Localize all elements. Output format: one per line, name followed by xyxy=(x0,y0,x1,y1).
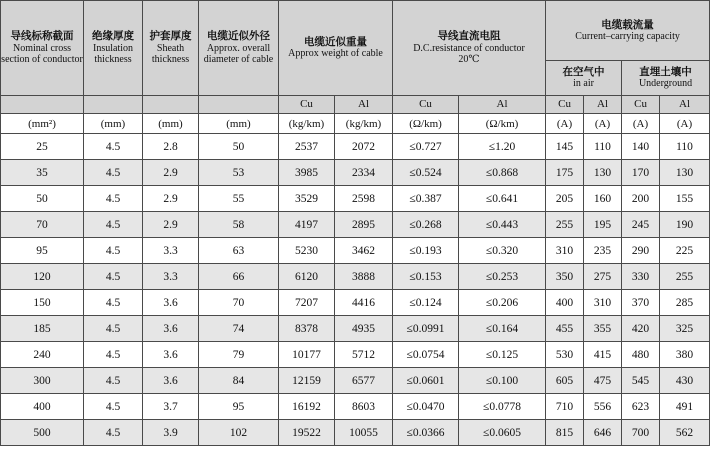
table-cell: 4.5 xyxy=(84,160,143,186)
table-cell: ≤0.253 xyxy=(459,264,546,290)
table-cell: 4.5 xyxy=(84,238,143,264)
table-cell: 700 xyxy=(622,420,660,446)
table-cell: 2895 xyxy=(335,212,393,238)
table-cell: 300 xyxy=(1,368,84,394)
table-cell: 6577 xyxy=(335,368,393,394)
table-cell: 530 xyxy=(546,342,584,368)
table-cell: 545 xyxy=(622,368,660,394)
table-cell: 475 xyxy=(584,368,622,394)
unit-cell: (Ω/km) xyxy=(393,114,459,134)
table-cell: 2072 xyxy=(335,134,393,160)
table-cell: 3.3 xyxy=(143,238,199,264)
table-cell: 175 xyxy=(546,160,584,186)
table-cell: 145 xyxy=(546,134,584,160)
table-cell: 4.5 xyxy=(84,342,143,368)
header-sheath-thickness: 护套厚度 Sheath thickness xyxy=(143,1,199,96)
table-row xyxy=(1,186,710,212)
table-row xyxy=(1,160,710,186)
header-in-air: 在空气中 in air xyxy=(546,61,622,96)
table-cell: 4.5 xyxy=(84,264,143,290)
table-row xyxy=(1,316,710,342)
table-cell: 3462 xyxy=(335,238,393,264)
table-cell: 2334 xyxy=(335,160,393,186)
table-cell: 556 xyxy=(584,394,622,420)
table-cell: 225 xyxy=(660,238,710,264)
table-cell: 3985 xyxy=(279,160,335,186)
table-cell: ≤0.0778 xyxy=(459,394,546,420)
table-cell: 6120 xyxy=(279,264,335,290)
table-cell: 325 xyxy=(660,316,710,342)
table-cell: 4197 xyxy=(279,212,335,238)
table-cell: 10177 xyxy=(279,342,335,368)
table-cell: 160 xyxy=(584,186,622,212)
table-cell: 120 xyxy=(1,264,84,290)
table-cell: 2.9 xyxy=(143,160,199,186)
table-cell: 275 xyxy=(584,264,622,290)
table-cell: 3.6 xyxy=(143,342,199,368)
table-cell: 63 xyxy=(199,238,279,264)
table-cell: 562 xyxy=(660,420,710,446)
table-cell: 710 xyxy=(546,394,584,420)
unit-cell: (A) xyxy=(584,114,622,134)
table-cell: 7207 xyxy=(279,290,335,316)
table-row xyxy=(1,394,710,420)
table-cell: 623 xyxy=(622,394,660,420)
table-cell: 255 xyxy=(660,264,710,290)
table-cell: 380 xyxy=(660,342,710,368)
table-cell: 255 xyxy=(546,212,584,238)
table-cell: 240 xyxy=(1,342,84,368)
table-cell: 140 xyxy=(622,134,660,160)
header-overall-diameter: 电缆近似外径 Approx. overall diameter of cable xyxy=(199,1,279,96)
table-cell: 70 xyxy=(1,212,84,238)
unit-cell: (mm²) xyxy=(1,114,84,134)
table-cell: 35 xyxy=(1,160,84,186)
unit-cell: (kg/km) xyxy=(335,114,393,134)
table-cell: 16192 xyxy=(279,394,335,420)
table-cell: 130 xyxy=(584,160,622,186)
table-cell: 95 xyxy=(199,394,279,420)
table-cell: 285 xyxy=(660,290,710,316)
table-cell: 55 xyxy=(199,186,279,212)
table-row xyxy=(1,420,710,446)
table-cell: 491 xyxy=(660,394,710,420)
table-row xyxy=(1,290,710,316)
table-cell: 310 xyxy=(546,238,584,264)
table-cell: ≤0.0605 xyxy=(459,420,546,446)
table-cell: ≤0.387 xyxy=(393,186,459,212)
table-cell: 4.5 xyxy=(84,186,143,212)
table-cell: 2.8 xyxy=(143,134,199,160)
table-cell: ≤1.20 xyxy=(459,134,546,160)
table-cell: 420 xyxy=(622,316,660,342)
table-cell: 400 xyxy=(546,290,584,316)
table-cell: 4416 xyxy=(335,290,393,316)
header-air-al: Al xyxy=(584,96,622,114)
header-weight-cu: Cu xyxy=(279,96,335,114)
table-row xyxy=(1,368,710,394)
table-cell: 4.5 xyxy=(84,316,143,342)
table-cell: 235 xyxy=(584,238,622,264)
table-cell: 2598 xyxy=(335,186,393,212)
table-cell: 245 xyxy=(622,212,660,238)
table-cell: 3.3 xyxy=(143,264,199,290)
table-cell: 74 xyxy=(199,316,279,342)
header-current-capacity: 电缆载流量 Current–carrying capacity xyxy=(546,1,710,61)
table-cell: 12159 xyxy=(279,368,335,394)
header-approx-weight: 电缆近似重量 Approx weight of cable xyxy=(279,1,393,96)
table-cell: ≤0.0470 xyxy=(393,394,459,420)
table-cell: 2537 xyxy=(279,134,335,160)
table-cell: 4.5 xyxy=(84,420,143,446)
table-cell: 4.5 xyxy=(84,212,143,238)
table-cell: ≤0.124 xyxy=(393,290,459,316)
table-cell: 66 xyxy=(199,264,279,290)
table-row xyxy=(1,212,710,238)
table-cell: 400 xyxy=(1,394,84,420)
table-cell: ≤0.268 xyxy=(393,212,459,238)
table-cell: 3.6 xyxy=(143,316,199,342)
placeholder-cell xyxy=(1,96,84,114)
header-cross-section: 导线标称截面 Nominal cross section of conductor xyxy=(1,1,84,96)
table-cell: 84 xyxy=(199,368,279,394)
table-cell: 290 xyxy=(622,238,660,264)
data-rows xyxy=(1,134,710,446)
table-row xyxy=(1,264,710,290)
table-cell: ≤0.206 xyxy=(459,290,546,316)
table-row xyxy=(1,134,710,160)
unit-cell: (mm) xyxy=(143,114,199,134)
unit-cell: (A) xyxy=(660,114,710,134)
table-cell: 8378 xyxy=(279,316,335,342)
table-cell: 455 xyxy=(546,316,584,342)
table-cell: ≤0.0754 xyxy=(393,342,459,368)
header-resistance-cu: Cu xyxy=(393,96,459,114)
table-cell: ≤0.0366 xyxy=(393,420,459,446)
header-air-cu: Cu xyxy=(546,96,584,114)
table-cell: 19522 xyxy=(279,420,335,446)
table-cell: ≤0.153 xyxy=(393,264,459,290)
table-row xyxy=(1,238,710,264)
table-cell: 102 xyxy=(199,420,279,446)
table-cell: 170 xyxy=(622,160,660,186)
units-row xyxy=(1,114,710,134)
table-cell: 370 xyxy=(622,290,660,316)
table-cell: 25 xyxy=(1,134,84,160)
table-cell: 415 xyxy=(584,342,622,368)
table-cell: 4.5 xyxy=(84,134,143,160)
table-cell: 2.9 xyxy=(143,212,199,238)
table-cell: 3.7 xyxy=(143,394,199,420)
table-cell: ≤0.193 xyxy=(393,238,459,264)
table-cell: 53 xyxy=(199,160,279,186)
table-cell: 50 xyxy=(199,134,279,160)
table-cell: 50 xyxy=(1,186,84,212)
table-cell: 150 xyxy=(1,290,84,316)
table-cell: 70 xyxy=(199,290,279,316)
table-cell: ≤0.164 xyxy=(459,316,546,342)
table-cell: 605 xyxy=(546,368,584,394)
header-underground: 直埋土壤中 Underground xyxy=(622,61,710,96)
table-cell: 110 xyxy=(660,134,710,160)
table-cell: ≤0.727 xyxy=(393,134,459,160)
table-cell: 205 xyxy=(546,186,584,212)
table-row xyxy=(1,342,710,368)
table-cell: 190 xyxy=(660,212,710,238)
placeholder-cell xyxy=(143,96,199,114)
header-underground-al: Al xyxy=(660,96,710,114)
header-underground-cu: Cu xyxy=(622,96,660,114)
table-cell: ≤0.524 xyxy=(393,160,459,186)
table-cell: 3.9 xyxy=(143,420,199,446)
unit-cell: (Ω/km) xyxy=(459,114,546,134)
table-cell: 185 xyxy=(1,316,84,342)
table-cell: 3.6 xyxy=(143,290,199,316)
table-cell: 4.5 xyxy=(84,368,143,394)
unit-cell: (mm) xyxy=(84,114,143,134)
placeholder-cell xyxy=(84,96,143,114)
table-cell: 10055 xyxy=(335,420,393,446)
table-cell: ≤0.0991 xyxy=(393,316,459,342)
unit-cell: (A) xyxy=(546,114,584,134)
table-cell: ≤0.443 xyxy=(459,212,546,238)
table-cell: 110 xyxy=(584,134,622,160)
table-cell: 500 xyxy=(1,420,84,446)
unit-cell: (mm) xyxy=(199,114,279,134)
table-cell: ≤0.320 xyxy=(459,238,546,264)
table-cell: 4.5 xyxy=(84,394,143,420)
table-cell: 2.9 xyxy=(143,186,199,212)
table-cell: 330 xyxy=(622,264,660,290)
table-cell: 430 xyxy=(660,368,710,394)
unit-cell: (kg/km) xyxy=(279,114,335,134)
table-cell: 200 xyxy=(622,186,660,212)
table-cell: 4935 xyxy=(335,316,393,342)
table-cell: 95 xyxy=(1,238,84,264)
table-cell: 350 xyxy=(546,264,584,290)
table-cell: 5230 xyxy=(279,238,335,264)
header-insulation-thickness: 绝缘厚度 Insulation thickness xyxy=(84,1,143,96)
table-cell: 155 xyxy=(660,186,710,212)
table-cell: 8603 xyxy=(335,394,393,420)
table-cell: 3888 xyxy=(335,264,393,290)
table-cell: 79 xyxy=(199,342,279,368)
table-cell: 310 xyxy=(584,290,622,316)
table-cell: ≤0.125 xyxy=(459,342,546,368)
table-cell: ≤0.100 xyxy=(459,368,546,394)
table-cell: 130 xyxy=(660,160,710,186)
table-cell: ≤0.868 xyxy=(459,160,546,186)
table-cell: ≤0.641 xyxy=(459,186,546,212)
table-cell: 5712 xyxy=(335,342,393,368)
header-weight-al: Al xyxy=(335,96,393,114)
table-cell: 815 xyxy=(546,420,584,446)
placeholder-cell xyxy=(199,96,279,114)
header-resistance-al: Al xyxy=(459,96,546,114)
table-cell: 58 xyxy=(199,212,279,238)
table-cell: 480 xyxy=(622,342,660,368)
table-cell: 4.5 xyxy=(84,290,143,316)
unit-cell: (A) xyxy=(622,114,660,134)
table-cell: 3529 xyxy=(279,186,335,212)
table-cell: ≤0.0601 xyxy=(393,368,459,394)
table-cell: 646 xyxy=(584,420,622,446)
header-dc-resistance: 导线直流电阻 D.C.resistance of conductor 20℃ xyxy=(393,1,546,96)
table-cell: 355 xyxy=(584,316,622,342)
table-cell: 3.6 xyxy=(143,368,199,394)
table-cell: 195 xyxy=(584,212,622,238)
